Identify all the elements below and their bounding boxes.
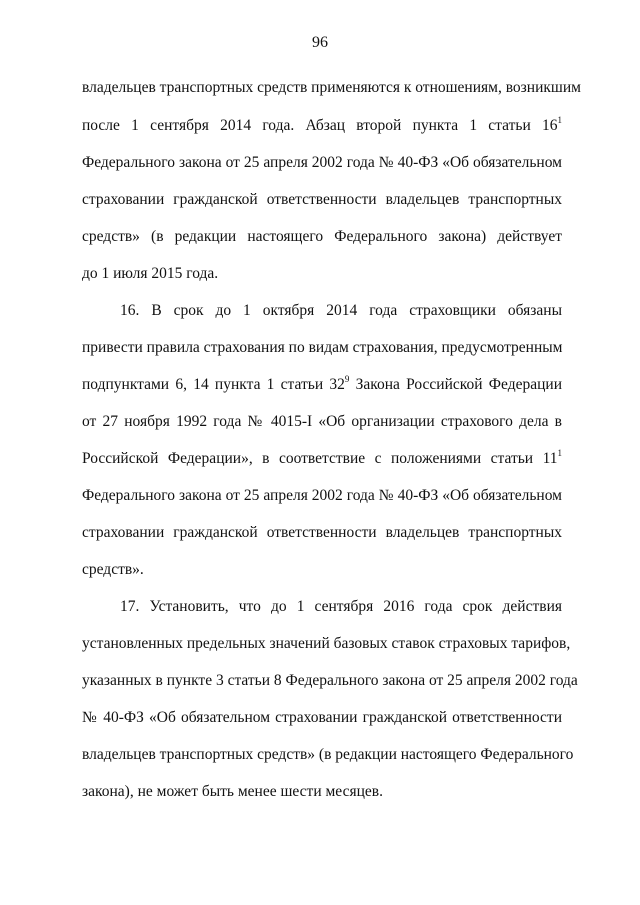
text-line: Федерального закона от 25 апреля 2002 года № 40-ФЗ «Об обязательном	[82, 154, 562, 171]
text-line: Российской Федерации», в соответствие с положениями статьи $11^1$	[82, 448, 562, 467]
text-line: владельцев транспортных средств» (в редакции настоящего Федерального	[82, 746, 574, 763]
text-line: владельцев транспортных средств применяются к отношениям, возникшим	[82, 79, 581, 96]
text-line: 16. В срок до 1 октября 2014 года страховщики обязаны	[120, 302, 562, 319]
text-line: страховании гражданской ответственности владельцев транспортных	[82, 524, 562, 541]
text-line: закона), не может быть менее шести месяцев.	[82, 783, 383, 800]
superscript: 1	[557, 115, 562, 125]
text-line: средств» (в редакции настоящего Федерального закона) действует	[82, 228, 562, 245]
text-line: после 1 сентября 2014 года. Абзац второй пункта 1 статьи $16^1$	[82, 115, 562, 134]
text-line: привести правила страхования по видам страхования, предусмотренным	[82, 339, 563, 356]
text-line: № 40-ФЗ «Об обязательном страховании гражданской ответственности	[82, 709, 562, 726]
text-line: 17. Установить, что до 1 сентября 2016 года срок действия	[120, 598, 562, 615]
text-line: страховании гражданской ответственности владельцев транспортных	[82, 191, 562, 208]
text-line: от 27 ноября 1992 года № 4015-I «Об организации страхового дела в	[82, 413, 562, 430]
text-line: до 1 июля 2015 года.	[82, 265, 219, 282]
page-number: 96	[312, 34, 328, 51]
text-line: Федерального закона от 25 апреля 2002 года № 40-ФЗ «Об обязательном	[82, 487, 562, 504]
text-line: средств».	[82, 561, 144, 578]
text-line: указанных в пункте 3 статьи 8 Федерального закона от 25 апреля 2002 года	[82, 672, 578, 689]
superscript: 1	[557, 448, 562, 458]
superscript: 9	[344, 374, 350, 384]
text-line: установленных предельных значений базовых ставок страховых тарифов,	[82, 635, 571, 652]
text-line: подпунктами 6, 14 пункта 1 статьи $32^9$ Закона Российской Федерации	[82, 374, 562, 393]
